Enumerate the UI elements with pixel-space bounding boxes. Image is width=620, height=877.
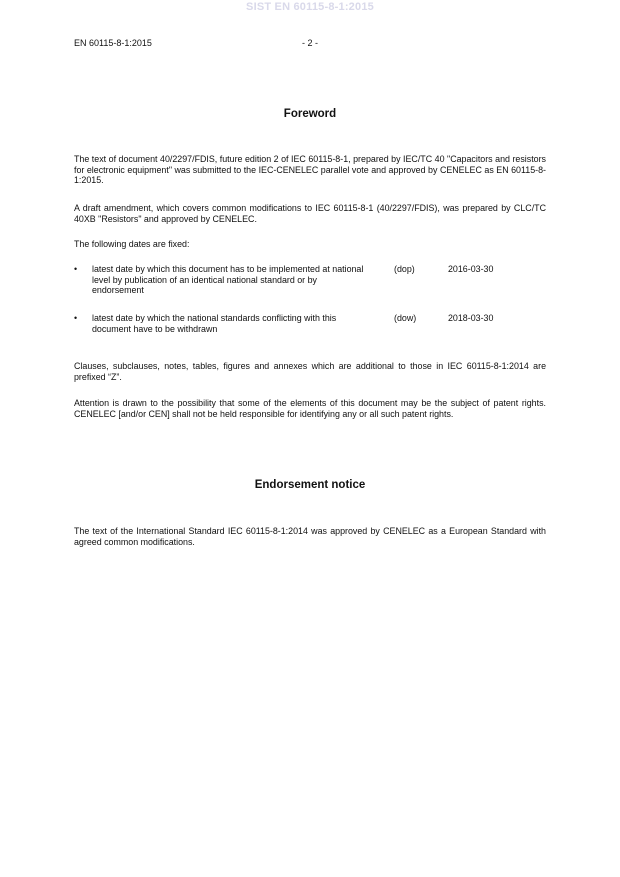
foreword-title: Foreword: [283, 108, 337, 120]
foreword-paragraph-5: Attention is drawn to the possibility that some of the elements of this document may be the subject of patent rights. CENELEC [and/or CEN] shall not be held responsible for identifying any or all such patent rights.: [74, 398, 546, 419]
foreword-paragraph-1: The text of document 40/2297/FDIS, future edition 2 of IEC 60115-8-1, prepared by IEC/TC 40 "Capacitors and resistors for electronic equipment" was submitted to the IEC-CENELEC parallel vote and approved by CENELEC as EN 60115-8-1:2015.: [74, 154, 546, 185]
watermark-text: SIST EN 60115-8-1:2015: [246, 1, 374, 13]
foreword-paragraph-3: The following dates are fixed:: [74, 239, 190, 249]
date-item-date: 2018-03-30: [448, 313, 494, 323]
date-item-date: 2016-03-30: [448, 264, 494, 274]
bullet-icon: •: [74, 313, 78, 323]
date-item-code: (dow): [394, 313, 417, 323]
foreword-paragraph-2: A draft amendment, which covers common modifications to IEC 60115-8-1 (40/2297/FDIS), was prepared by CLC/TC 40XB "Resistors" and approved by CENELEC.: [74, 203, 546, 224]
date-item-text: latest date by which the national standards conflicting with this document have to be withdrawn: [92, 313, 337, 334]
endorsement-paragraph: The text of the International Standard IEC 60115-8-1:2014 was approved by CENELEC as a European Standard with agreed common modifications.: [74, 526, 546, 547]
date-item-code: (dop): [394, 264, 415, 274]
date-item-text: latest date by which this document has to be implemented at national level by publication of an identical national standard or by endorsement: [92, 264, 364, 295]
foreword-paragraph-4: Clauses, subclauses, notes, tables, figures and annexes which are additional to those in IEC 60115-8-1:2014 are prefixed “Z”.: [74, 361, 546, 382]
header-document-id: EN 60115-8-1:2015: [74, 38, 152, 48]
bullet-icon: •: [74, 264, 78, 274]
endorsement-title: Endorsement notice: [254, 479, 366, 491]
header-page-number: - 2 -: [301, 38, 318, 48]
